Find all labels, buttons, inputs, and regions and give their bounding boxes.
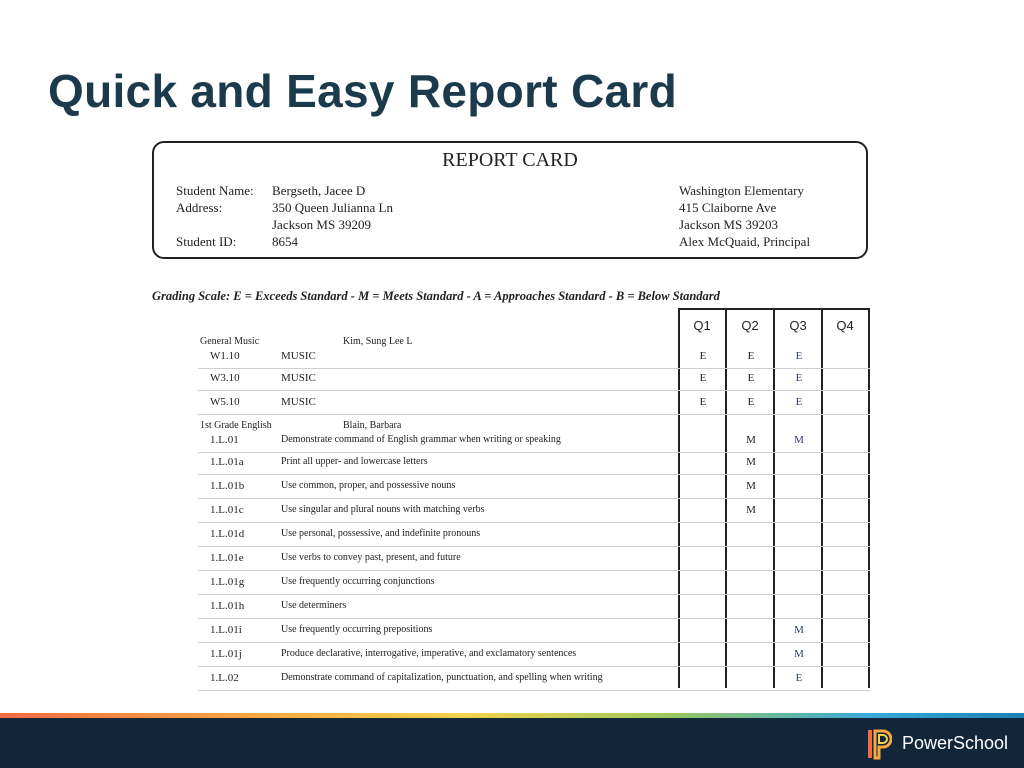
grade-cell-q3: M [794, 434, 804, 446]
row-divider [198, 570, 870, 571]
row-divider [198, 390, 870, 391]
grade-cell-q1: E [699, 396, 707, 408]
grade-column-header-q3: Q3 [789, 318, 807, 333]
standard-code: W3.10 [210, 372, 240, 384]
grade-cell-q3: E [795, 372, 803, 384]
teacher-name: Blain, Barbara [343, 420, 402, 431]
row-divider [198, 474, 870, 475]
standard-code: 1.L.01j [210, 648, 242, 660]
student-name-label: Student Name: [176, 183, 254, 198]
row-divider [198, 498, 870, 499]
grade-cell-q2: M [746, 480, 756, 492]
grade-cell-q2: E [747, 396, 755, 408]
row-divider [198, 452, 870, 453]
course-name: 1st Grade English [200, 420, 272, 431]
standard-description: Demonstrate command of capitalization, punctuation, and spelling when writing [281, 672, 603, 683]
standard-code: 1.L.01d [210, 528, 245, 540]
standard-description: Demonstrate command of English grammar when writing or speaking [281, 434, 561, 445]
standard-code: W1.10 [210, 350, 240, 362]
footer-brand: PowerSchool [902, 733, 1009, 753]
student-name-value: Bergseth, Jacee D [272, 183, 366, 198]
grade-cell-q2: M [746, 434, 756, 446]
standard-description: Use frequently occurring prepositions [281, 624, 433, 635]
row-divider [198, 522, 870, 523]
row-divider [198, 546, 870, 547]
slide-title: Quick and Easy Report Card [48, 65, 677, 117]
student-id-value: 8654 [272, 234, 298, 249]
standard-description: MUSIC [281, 396, 316, 408]
grade-cell-q2: E [747, 350, 755, 362]
grade-cell-q3: E [795, 396, 803, 408]
grade-cell-q3: E [795, 672, 803, 684]
grading-scale: Grading Scale: E = Exceeds Standard - M = Meets Standard - A = Approaches Standard - B = Below Standard [152, 289, 720, 303]
row-divider [198, 642, 870, 643]
student-id-label: Student ID: [176, 234, 237, 249]
standard-code: 1.L.02 [210, 672, 239, 684]
grade-column-header-q2: Q2 [741, 318, 759, 333]
standard-code: 1.L.01i [210, 624, 242, 636]
standard-description: Use frequently occurring conjunctions [281, 576, 435, 587]
row-divider [198, 414, 870, 415]
standard-description: Produce declarative, interrogative, imperative, and exclamatory sentences [281, 648, 577, 659]
standard-description: Print all upper- and lowercase letters [281, 456, 428, 467]
standard-code: 1.L.01g [210, 576, 245, 588]
row-divider [198, 618, 870, 619]
grade-cell-q3: M [794, 624, 804, 636]
grade-column-header-q4: Q4 [836, 318, 854, 333]
standard-code: W5.10 [210, 396, 240, 408]
standard-code: 1.L.01 [210, 434, 239, 446]
row-divider [198, 594, 870, 595]
row-divider [198, 368, 870, 369]
standard-description: MUSIC [281, 350, 316, 362]
grade-cell-q1: E [699, 372, 707, 384]
grade-cell-q1: E [699, 350, 707, 362]
grade-cell-q2: M [746, 504, 756, 516]
grade-cell-q2: M [746, 456, 756, 468]
report-card-header [152, 141, 868, 259]
row-divider [198, 666, 870, 667]
standard-description: Use verbs to convey past, present, and future [281, 552, 461, 563]
school-address-line2: Jackson MS 39203 [679, 217, 778, 232]
standard-description: Use singular and plural nouns with matching verbs [281, 504, 485, 515]
grade-column-header-q1: Q1 [693, 318, 711, 333]
report-card-title: REPORT CARD [442, 149, 578, 171]
teacher-name: Kim, Sung Lee L [343, 336, 413, 347]
standard-code: 1.L.01b [210, 480, 245, 492]
standard-code: 1.L.01e [210, 552, 244, 564]
course-name: General Music [200, 336, 260, 347]
school-name: Washington Elementary [679, 183, 804, 198]
address-label: Address: [176, 200, 223, 215]
student-address-line2: Jackson MS 39209 [272, 217, 371, 232]
student-address-line1: 350 Queen Julianna Ln [272, 200, 393, 215]
grade-cell-q3: E [795, 350, 803, 362]
row-divider [198, 690, 870, 691]
school-principal: Alex McQuaid, Principal [679, 234, 811, 249]
grade-cell-q2: E [747, 372, 755, 384]
standard-description: Use personal, possessive, and indefinite pronouns [281, 528, 481, 539]
standard-code: 1.L.01h [210, 600, 245, 612]
standard-description: Use determiners [281, 600, 347, 611]
standard-code: 1.L.01c [210, 504, 244, 516]
powerschool-logo-icon [866, 728, 892, 760]
standard-description: Use common, proper, and possessive nouns [281, 480, 456, 491]
standard-description: MUSIC [281, 372, 316, 384]
grade-cell-q3: M [794, 648, 804, 660]
school-address-line1: 415 Claiborne Ave [679, 200, 777, 215]
standard-code: 1.L.01a [210, 456, 244, 468]
